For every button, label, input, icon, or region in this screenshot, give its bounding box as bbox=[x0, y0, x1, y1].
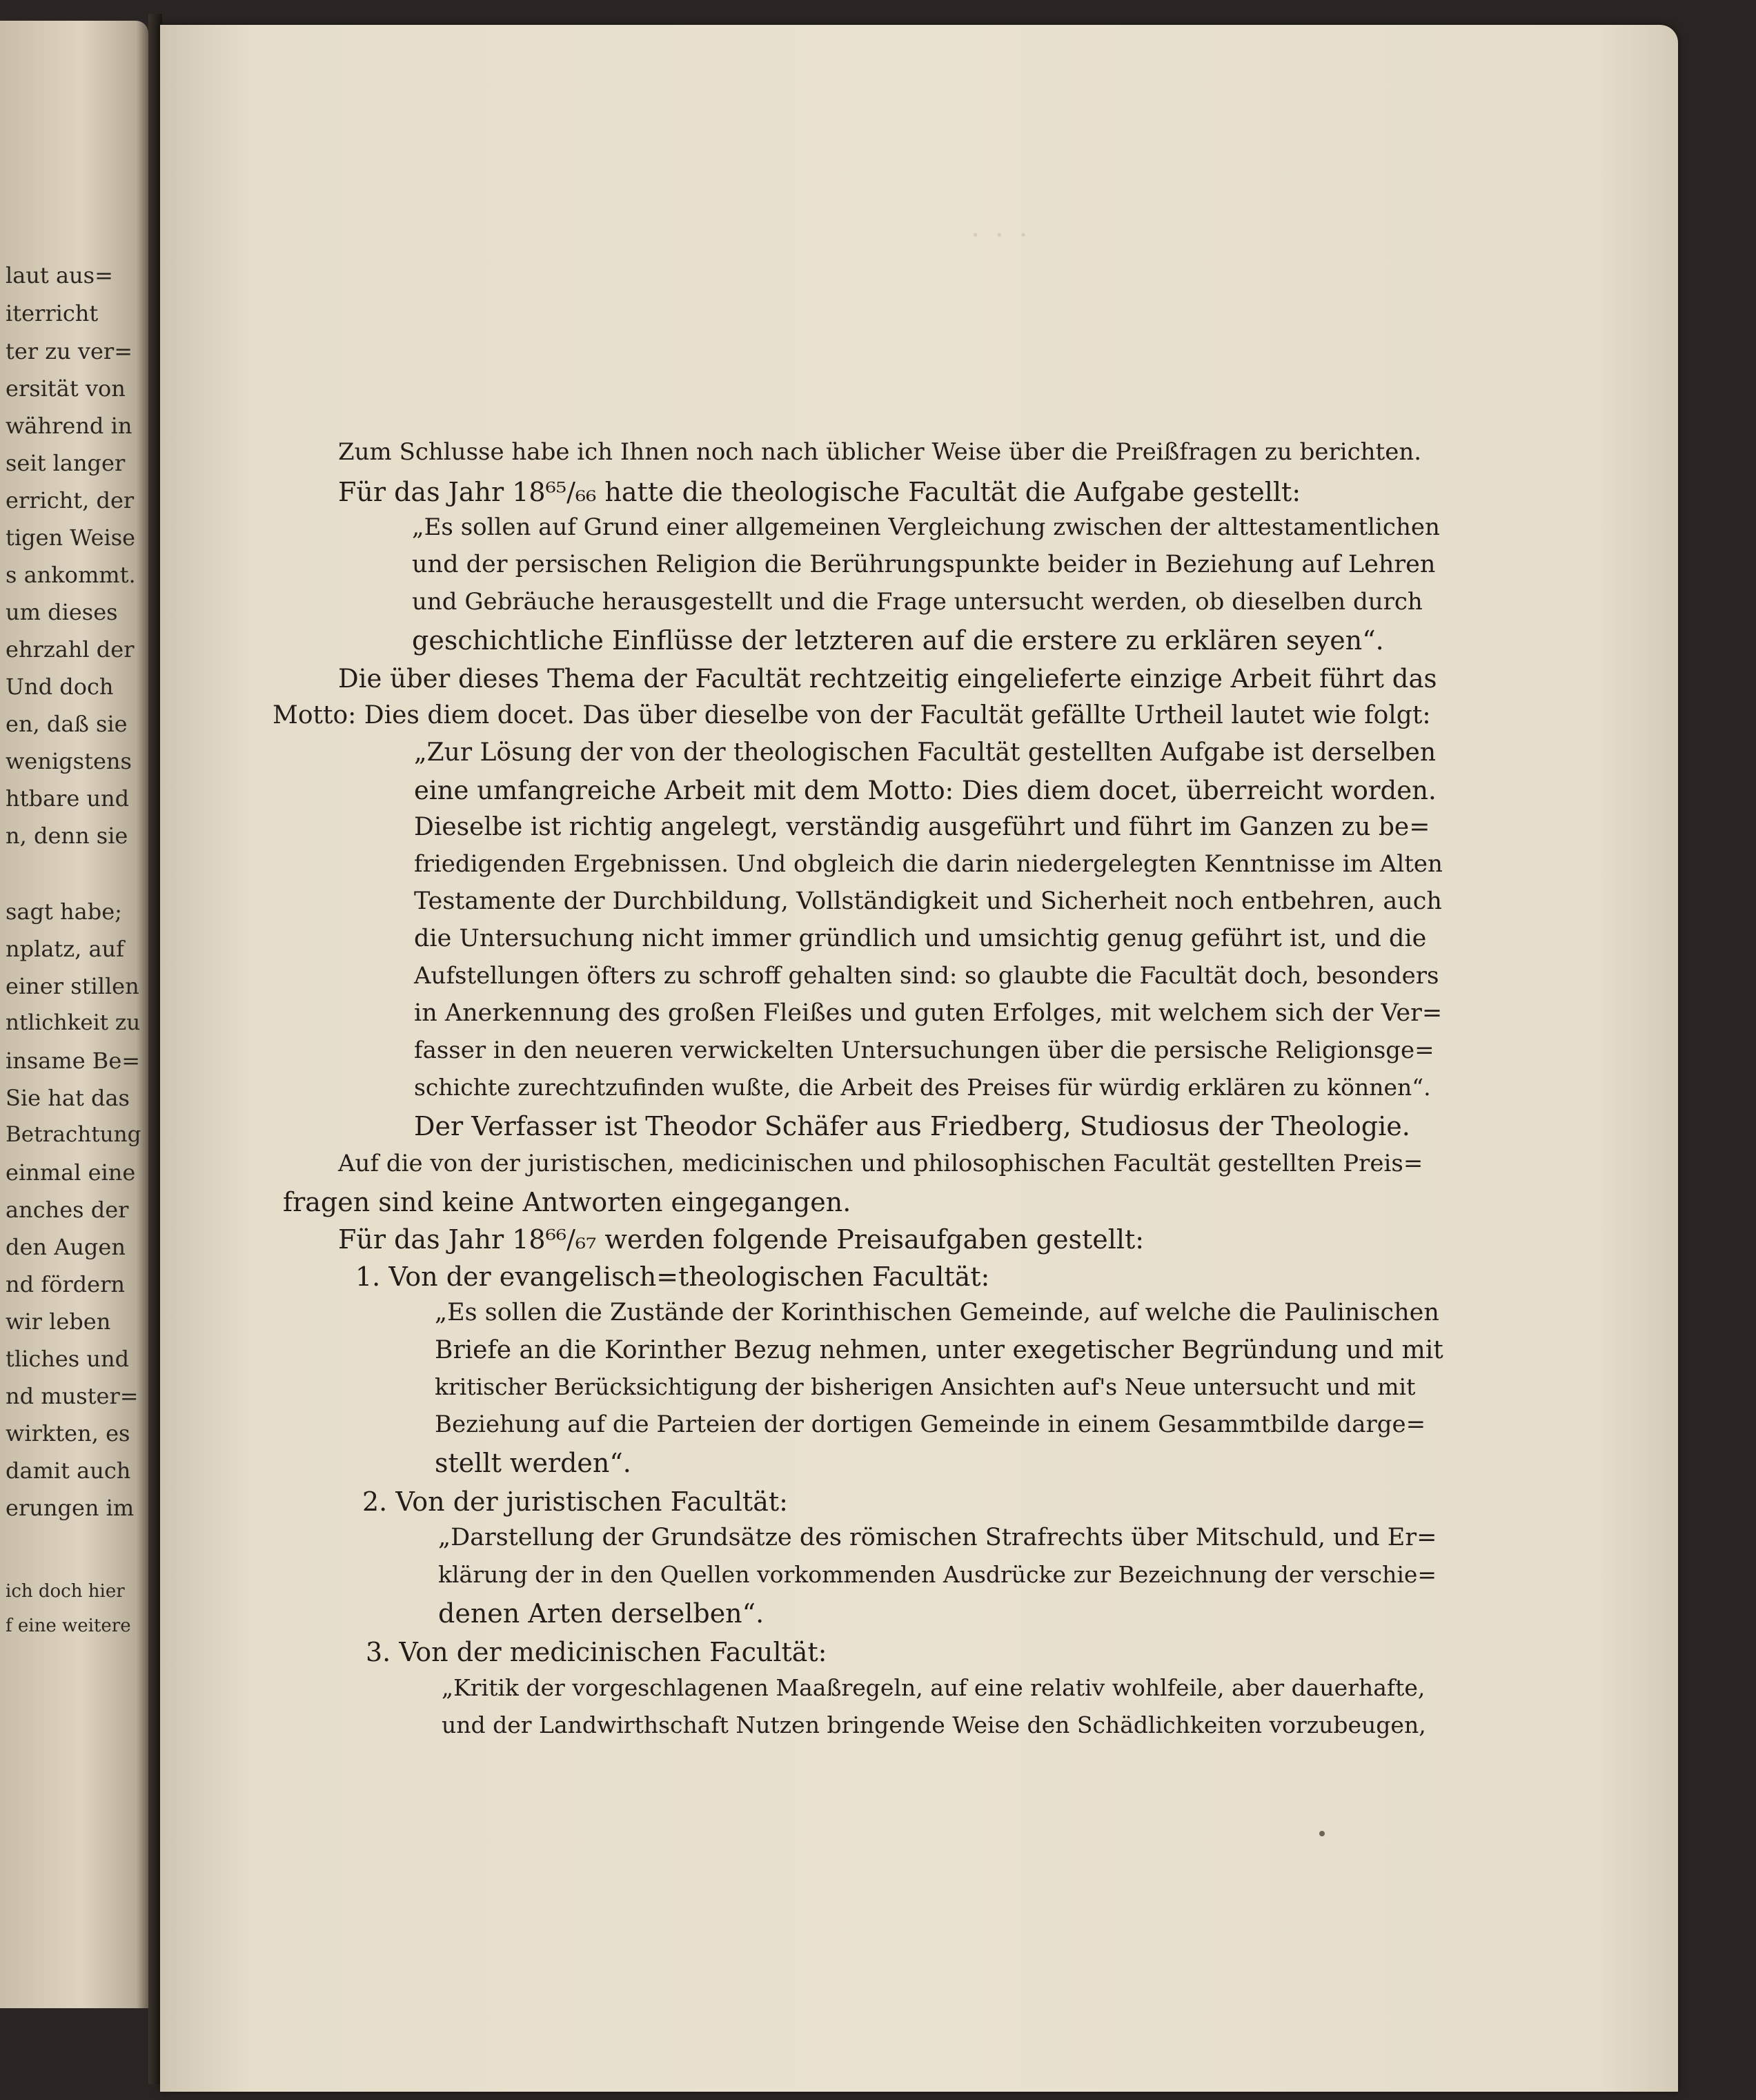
left-text-line: nplatz, auf bbox=[6, 936, 124, 962]
left-text-line: n, denn sie bbox=[6, 823, 128, 849]
left-text-line: Sie hat das bbox=[6, 1085, 130, 1111]
text-line: eine umfangreiche Arbeit mit dem Motto: Dies diem docet, überreicht worden. bbox=[414, 776, 1437, 805]
text-line: Für das Jahr 18⁶⁶/₆₇ werden folgende Preisaufgaben gestellt: bbox=[338, 1224, 1145, 1255]
text-line: 2. Von der juristischen Facultät: bbox=[362, 1486, 788, 1517]
text-line: schichte zurechtzufinden wußte, die Arbeit des Preises für würdig erklären zu können“. bbox=[414, 1074, 1431, 1101]
left-text-line: erricht, der bbox=[6, 487, 135, 513]
left-text-line: wenigstens bbox=[6, 748, 132, 774]
text-line: fasser in den neueren verwickelten Untersuchungen über die persische Religionsge= bbox=[414, 1037, 1434, 1064]
left-text-line: sagt habe; bbox=[6, 899, 122, 925]
text-line: Motto: Dies diem docet. Das über dieselbe von der Facultät gefällte Urtheil lautet wie folgt: bbox=[273, 701, 1431, 729]
text-line: Der Verfasser ist Theodor Schäfer aus Friedberg, Studiosus der Theologie. bbox=[414, 1111, 1410, 1141]
text-line: Dieselbe ist richtig angelegt, verständig ausgeführt und führt im Ganzen zu be= bbox=[414, 813, 1430, 841]
text-line: in Anerkennung des großen Fleißes und guten Erfolges, mit welchem sich der Ver= bbox=[414, 999, 1443, 1027]
text-line: Auf die von der juristischen, medicinischen und philosophischen Facultät gestellten Preis= bbox=[338, 1150, 1423, 1177]
text-line: und der persischen Religion die Berührungspunkte beider in Beziehung auf Lehren bbox=[412, 551, 1436, 578]
left-text-line: laut aus= bbox=[6, 262, 113, 288]
text-line: kritischer Berücksichtigung der bisherigen Ansichten auf's Neue untersucht und mit bbox=[435, 1373, 1416, 1400]
left-text-line: f eine weitere bbox=[6, 1616, 131, 1636]
left-text-line: anches der bbox=[6, 1197, 129, 1223]
left-text-line: erungen im bbox=[6, 1495, 135, 1521]
text-line: „Es sollen die Zustände der Korinthischen Gemeinde, auf welche die Paulinischen bbox=[435, 1299, 1439, 1326]
left-text-line: seit langer bbox=[6, 450, 126, 476]
text-line: „Darstellung der Grundsätze des römischen Strafrechts über Mitschuld, und Er= bbox=[438, 1524, 1437, 1551]
left-text-line: en, daß sie bbox=[6, 711, 128, 737]
text-line: 3. Von der medicinischen Facultät: bbox=[366, 1637, 827, 1667]
text-line: Für das Jahr 18⁶⁵/₆₆ hatte die theologische Facultät die Aufgabe gestellt: bbox=[338, 477, 1301, 507]
left-text-line: htbare und bbox=[6, 785, 130, 812]
text-line: Testamente der Durchbildung, Vollständigkeit und Sicherheit noch entbehren, auch bbox=[414, 887, 1442, 915]
left-text-line: ich doch hier bbox=[6, 1581, 125, 1602]
text-line: Die über dieses Thema der Facultät rechtzeitig eingelieferte einzige Arbeit führt das bbox=[338, 664, 1437, 694]
text-line: Briefe an die Korinther Bezug nehmen, unter exegetischer Begründung und mit bbox=[435, 1336, 1443, 1364]
left-text-line: während in bbox=[6, 413, 132, 439]
left-text-line: damit auch bbox=[6, 1458, 131, 1484]
left-text-line: ersität von bbox=[6, 375, 126, 402]
left-text-line: wir leben bbox=[6, 1308, 111, 1335]
left-text-line: einer stillen bbox=[6, 973, 139, 999]
left-facing-page bbox=[0, 21, 148, 2008]
left-text-line: ter zu ver= bbox=[6, 338, 133, 364]
left-text-line: nd muster= bbox=[6, 1383, 139, 1409]
faint-page-number: · · · bbox=[971, 218, 1031, 252]
text-line: Beziehung auf die Parteien der dortigen Gemeinde in einem Gesammtbilde darge= bbox=[435, 1411, 1426, 1438]
right-page bbox=[160, 25, 1678, 2092]
left-text-line: ehrzahl der bbox=[6, 636, 135, 663]
text-line: klärung der in den Quellen vorkommenden Ausdrücke zur Bezeichnung der verschie= bbox=[438, 1561, 1437, 1588]
text-line: „Es sollen auf Grund einer allgemeinen Vergleichung zwischen der alttestamentlichen bbox=[412, 513, 1440, 541]
left-text-line: nd fördern bbox=[6, 1271, 125, 1297]
left-text-line: s ankommt. bbox=[6, 562, 136, 588]
left-text-line: insame Be= bbox=[6, 1048, 141, 1074]
text-line: denen Arten derselben“. bbox=[438, 1598, 764, 1629]
left-text-line: iterricht bbox=[6, 300, 99, 326]
ink-speck bbox=[1319, 1831, 1325, 1836]
text-line: Zum Schlusse habe ich Ihnen noch nach üblicher Weise über die Preißfragen zu berichten. bbox=[338, 438, 1422, 466]
text-line: friedigenden Ergebnissen. Und obgleich die darin niedergelegten Kenntnisse im Alten bbox=[414, 850, 1443, 878]
text-line: und der Landwirthschaft Nutzen bringende Weise den Schädlichkeiten vorzubeugen, bbox=[442, 1711, 1426, 1738]
left-text-line: um dieses bbox=[6, 599, 118, 625]
left-text-line: wirkten, es bbox=[6, 1420, 130, 1446]
left-text-line: den Augen bbox=[6, 1234, 126, 1260]
text-line: 1. Von der evangelisch=theologischen Facultät: bbox=[355, 1262, 990, 1292]
left-text-line: ntlichkeit zu bbox=[6, 1010, 141, 1035]
text-line: stellt werden“. bbox=[435, 1448, 631, 1478]
left-text-line: tigen Weise bbox=[6, 524, 136, 551]
text-line: und Gebräuche herausgestellt und die Frage untersucht werden, ob dieselben durch bbox=[412, 588, 1423, 616]
left-text-line: tliches und bbox=[6, 1346, 130, 1372]
text-line: „Zur Lösung der von der theologischen Facultät gestellten Aufgabe ist derselben bbox=[414, 738, 1437, 767]
left-text-line: Betrachtung bbox=[6, 1122, 141, 1147]
text-line: Aufstellungen öfters zu schroff gehalten sind: so glaubte die Facultät doch, besonders bbox=[414, 962, 1439, 990]
text-line: fragen sind keine Antworten eingegangen. bbox=[283, 1187, 851, 1217]
text-line: geschichtliche Einflüsse der letzteren auf die erstere zu erklären seyen“. bbox=[412, 625, 1384, 656]
left-text-line: einmal eine bbox=[6, 1159, 136, 1186]
left-text-line: Und doch bbox=[6, 674, 114, 700]
text-line: „Kritik der vorgeschlagenen Maaßregeln, auf eine relativ wohlfeile, aber dauerhafte, bbox=[442, 1674, 1425, 1701]
text-line: die Untersuchung nicht immer gründlich und umsichtig genug geführt ist, und die bbox=[414, 925, 1427, 952]
